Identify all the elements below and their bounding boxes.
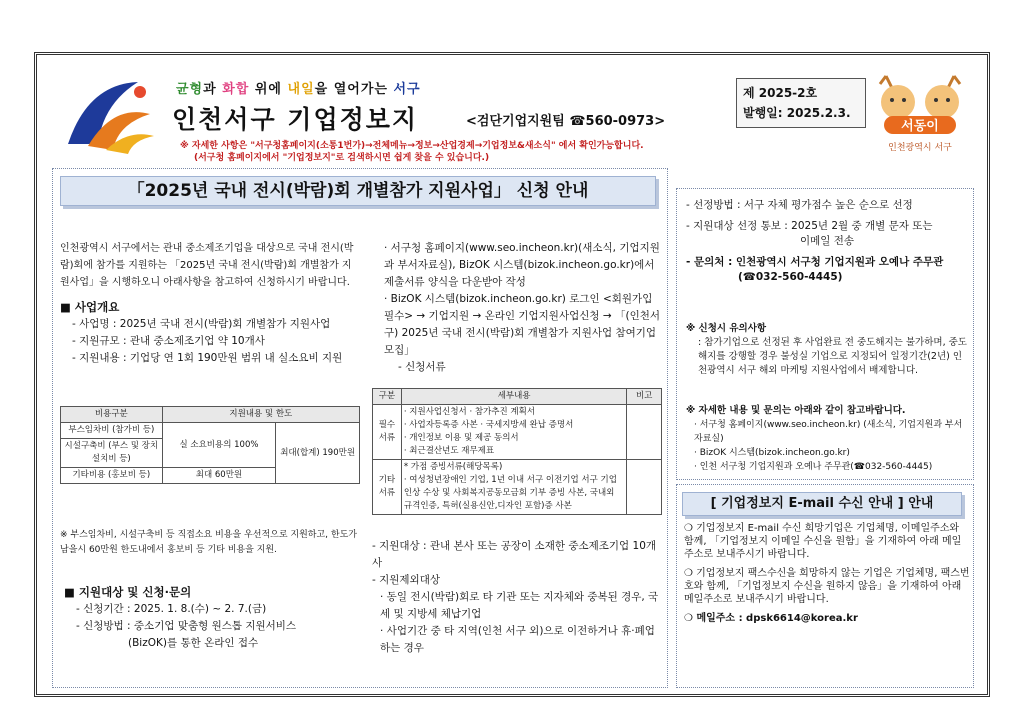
list-item: · 인천 서구청 기업지원과 오예나 주무관(☎032-560-4445): [694, 462, 933, 472]
caution-text: : 참가기업으로 선정된 후 사업완료 전 중도해지는 불가하며, 중도해지를 강행할 경우 불성실 기업으로 지정되어 일정기간(2년) 인천광역시 서구 해외 마케팅 지원사업에서 배제합니다.: [698, 337, 967, 376]
doc-item: · 사업자등록증 사본 · 국세지방세 완납 증명서: [403, 420, 574, 430]
list-item: - 신청서류: [398, 361, 446, 373]
more-info-title: ※ 자세한 내용 및 문의는 아래와 같이 참고바랍니다.: [686, 405, 906, 416]
slogan-word-2: 과: [203, 82, 223, 97]
slogan-word-5: 내일: [287, 82, 315, 97]
contact-item: - 문의처 : 인천광역시 서구청 기업지원과 오예나 주무관: [686, 256, 944, 268]
mascot-icon: [864, 66, 976, 158]
slogan-word-4: 위에: [249, 82, 288, 97]
list-item: - 지원대상 : 관내 본사 또는 공장이 소재한 중소제조기업 10개사: [372, 540, 657, 569]
list-item: - 지원내용 : 기업당 연 1회 190만원 범위 내 실소요비 지원: [72, 352, 343, 364]
table-cell: [627, 460, 662, 515]
table-cell: [401, 405, 626, 460]
issue-date: 발행일: 2025.2.3.: [743, 106, 851, 120]
slogan-word-6: 을 열어가는: [314, 82, 394, 97]
list-item: - 지원대상 선정 통보 : 2025년 2월 중 개별 문자 또는: [686, 220, 933, 232]
table-cell: 시설구축비 (부스 및 장치 설치비 등): [61, 439, 163, 468]
doc-item: · 여성청년장애인 기업, 1년 이내 서구 이전기업 서구 기업인상 수상 및 사회복지공동모금회 기부 증빙 사본, 국내외 규격인증, 특허(실용신안,디자인 포함)증 사본: [403, 475, 617, 511]
caution-title: ※ 신청시 유의사항: [686, 323, 767, 334]
table-cell: 실 소요비용의 100%: [162, 423, 276, 468]
table-cell: 필수 서류: [373, 405, 402, 460]
issue-number: 제 2025-2호: [743, 86, 818, 100]
list-item: · BizOK 시스템(bizok.incheon.go.kr): [694, 448, 850, 458]
list-item: - 신청방법 : 중소기업 맞춤형 원스톱 지원서비스: [76, 620, 297, 632]
table-cell: [401, 460, 626, 515]
list-item: - 선정방법 : 서구 자체 평가점수 높은 순으로 선정: [686, 199, 913, 211]
email-banner: [ 기업정보지 E-mail 수신 안내 ] 안내: [682, 492, 962, 516]
section-application-title: ■ 지원대상 및 신청·문의: [64, 585, 192, 599]
selection-info: [686, 198, 968, 285]
doc-item: · 개인정보 이용 및 제공 동의서: [403, 433, 519, 443]
list-item: ❍ 기업정보지 E-mail 수신 희망기업은 기업체명, 이메일주소와 함께, 「기업정보지 이메일 수신을 원함」을 기재하여 아래 메일주소로 보내주시기 바랍니다.: [684, 523, 962, 560]
table-header: 세부내용: [401, 389, 626, 405]
email-address: ❍ 메일주소 : dpsk6614@korea.kr: [684, 613, 858, 624]
table-cell: [627, 405, 662, 460]
overview-column: [60, 240, 360, 367]
list-item: - 지원제외대상: [372, 574, 440, 586]
list-item: · 서구청 홈페이지(www.seo.incheon.kr)(새소식, 기업지원과 부서자료실), BizOK 시스템(bizok.incheon.go.kr)에서 제출서류 양식을 다운받아 작성: [384, 242, 660, 288]
list-item: - 사업명 : 2025년 국내 전시(박람)회 개별참가 지원사업: [72, 318, 331, 330]
table-header: 구분: [373, 389, 402, 405]
list-item: - 지원규모 : 관내 중소제조기업 약 10개사: [72, 335, 265, 347]
list-item: · 사업기간 중 타 지역(인천 서구 외)으로 이전하거나 휴·폐업 하는 경우: [380, 625, 655, 654]
header-notice-1: ※ 자세한 사항은 "서구청홈페이지(소통1번가)→전체메뉴→정보→산업경제→기업정보&새소식" 에서 확인가능합니다.: [180, 141, 644, 151]
list-item: · BizOK 시스템(bizok.incheon.go.kr) 로그인 <회원가입 필수> → 기업지원 → 온라인 기업지원사업신청 → 「(인천서구) 2025년 국내 전시(박람)회 개별참가 지원사업 참여기업 모집」: [384, 293, 661, 356]
table-cell: 기타 서류: [373, 460, 402, 515]
documents-table: [372, 388, 662, 515]
eligibility-column: [372, 538, 664, 657]
slogan: [176, 78, 421, 97]
slogan-word-7: 서구: [393, 82, 421, 97]
svg-text:인천광역시 서구: 인천광역시 서구: [888, 143, 952, 153]
table-header: 비용구분: [61, 407, 163, 423]
doc-item: * 가점 증빙서류(해당목록): [403, 462, 503, 472]
intro-paragraph: 인천광역시 서구에서는 관내 중소제조기업을 대상으로 국내 전시(박람)회에 참가를 지원하는 「2025년 국내 전시(박람)회 개별참가 지원사업」을 시행하오니 아래사항을 참고하여 신청하시기 바랍니다.: [60, 243, 354, 288]
table-cell: 최대 60만원: [162, 468, 276, 484]
more-info-block: [686, 404, 970, 474]
doc-item: · 최근결산년도 재무제표: [403, 446, 495, 456]
method-column: [372, 240, 664, 376]
list-item: · 동일 전시(박람)회로 타 기관 또는 지자체와 중복된 경우, 국세 및 지방세 체납기업: [380, 591, 659, 620]
section-overview-title: ■ 사업개요: [60, 300, 120, 314]
cost-table: [60, 406, 360, 484]
main-banner: 「2025년 국내 전시(박람)회 개별참가 지원사업」 신청 안내: [60, 176, 656, 206]
seogu-logo-icon: [58, 74, 158, 156]
contact-phone: (☎032-560-4445): [738, 271, 843, 283]
table-cell: 최대(합계) 190만원: [276, 423, 360, 484]
caution-block: [686, 322, 968, 378]
svg-text:서동이: 서동이: [901, 119, 939, 134]
email-info: [684, 522, 970, 625]
doc-item: · 지원사업신청서 · 참가추진 계획서: [403, 407, 536, 417]
page-title: 인천서구 기업정보지: [172, 105, 419, 134]
list-item: - 신청기간 : 2025. 1. 8.(수) ~ 2. 7.(금): [76, 603, 267, 615]
table-cell: 기타비용 (홍보비 등): [61, 468, 163, 484]
header-notice-2: (서구청 홈페이지에서 "기업정보지"로 검색하시면 쉽게 찾을 수 있습니다.): [194, 153, 490, 163]
list-item: · 서구청 홈페이지(www.seo.incheon.kr) (새소식, 기업지원과 부서자료실): [694, 420, 963, 444]
slogan-word-3: 화합: [222, 82, 250, 97]
application-column: [64, 576, 364, 652]
list-item: ❍ 기업정보지 팩스수신을 희망하지 않는 기업은 기업체명, 팩스번호와 함께, 「기업정보지 수신을 원하지 않음」을 기재하여 아래 메일주소로 보내주시기 바랍니다.: [684, 568, 970, 605]
list-item: (BizOK)를 통한 온라인 접수: [128, 637, 259, 649]
table-header: 비고: [627, 389, 662, 405]
cost-footnote: ※ 부스임차비, 시설구축비 등 직접소요 비용을 우선적으로 지원하고, 한도가 남을시 60만원 한도내에서 홍보비 등 기타 비용을 지원.: [60, 530, 357, 555]
table-cell: 부스임차비 (참가비 등): [61, 423, 163, 439]
list-item: 이메일 전송: [799, 235, 855, 247]
table-header: 지원내용 및 한도: [162, 407, 359, 423]
team-contact: <검단기업지원팀 ☎560-0973>: [466, 114, 666, 129]
issue-box: [736, 78, 866, 128]
slogan-word-1: 균형: [176, 82, 204, 97]
